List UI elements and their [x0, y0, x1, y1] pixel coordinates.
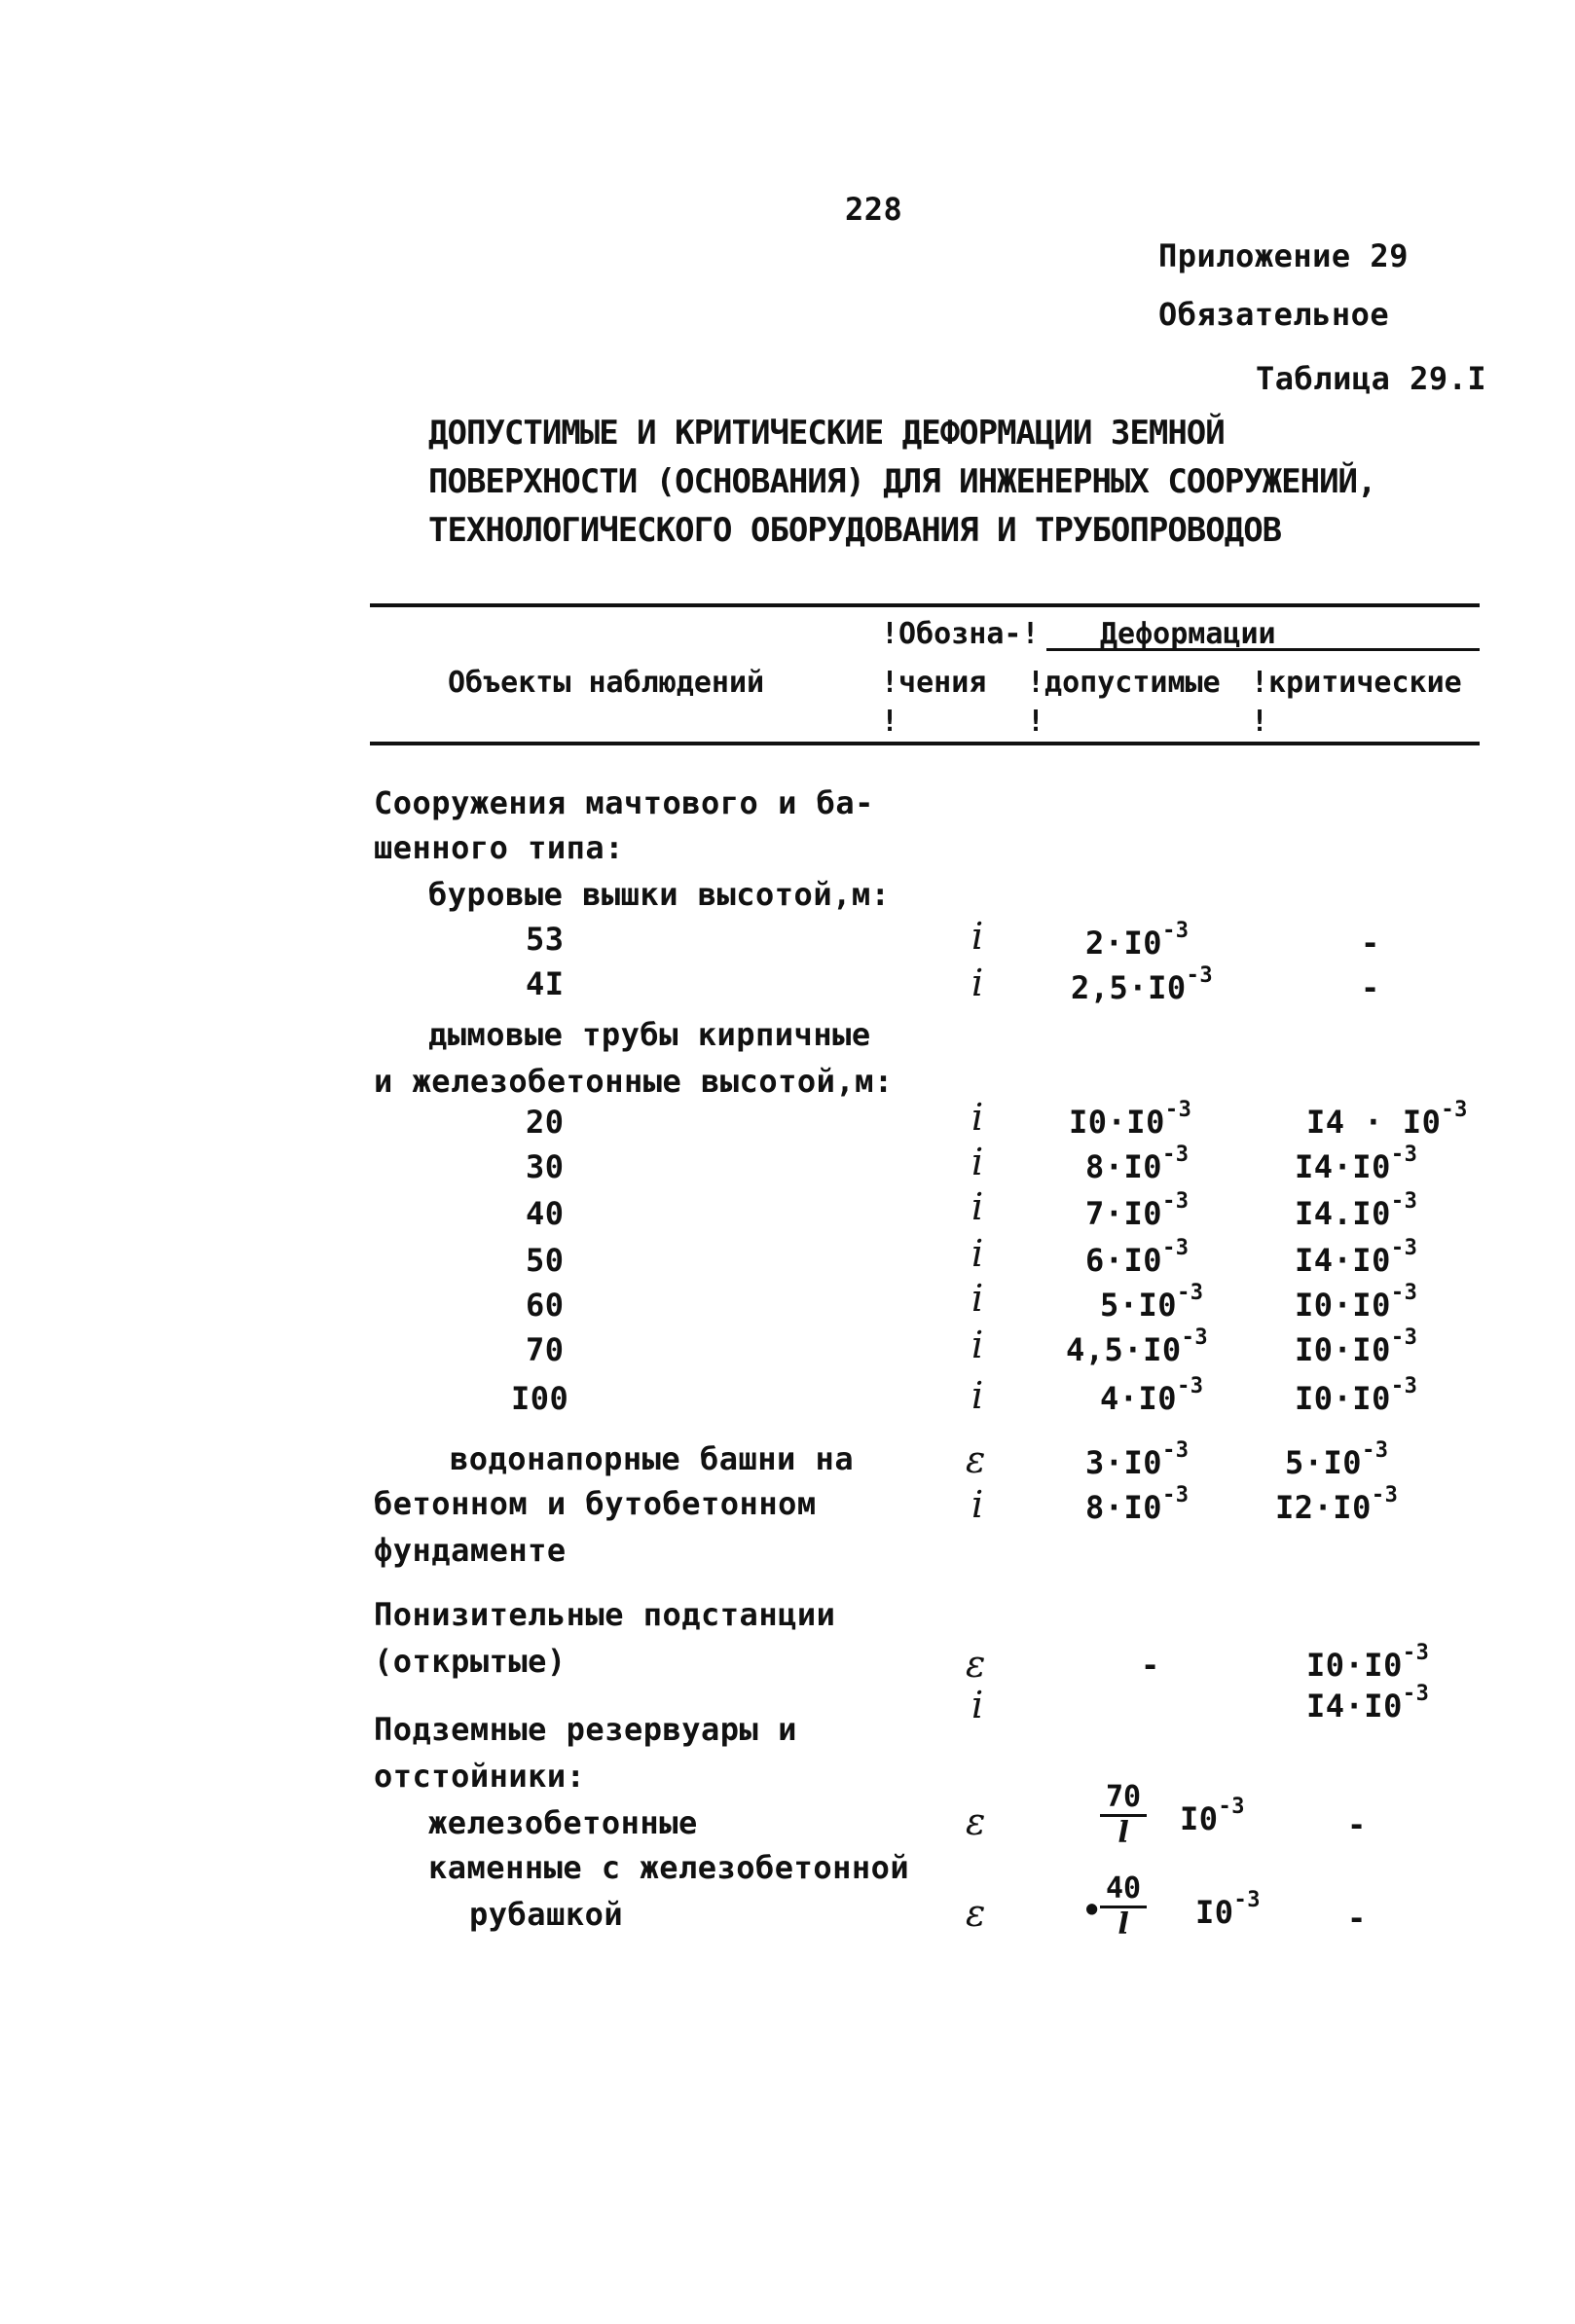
- symbol-cell: i: [971, 1096, 984, 1139]
- subsection-water-tower: водонапорные башни на: [450, 1440, 855, 1477]
- height-cell: I00: [511, 1380, 569, 1417]
- section-substation-cont: (открытые): [374, 1643, 567, 1680]
- symbol-cell: ε: [966, 1800, 986, 1843]
- allowable-tail: $I0^{-3}$: [1180, 1795, 1246, 1837]
- allowable-cell: $6\cdot I0^{-3}$: [1085, 1236, 1190, 1279]
- symbol-cell: i: [971, 962, 984, 1004]
- critical-cell: $I4\cdot I0^{-3}$: [1306, 1682, 1430, 1725]
- col-allowable-header: !допустимые: [1027, 666, 1221, 700]
- table-title: [428, 409, 1376, 555]
- symbol-cell: i: [971, 1324, 984, 1366]
- appendix-label: Приложение 29: [1158, 237, 1409, 274]
- section-reservoir: Подземные резервуары и: [374, 1711, 797, 1748]
- symbol-cell: i: [971, 1483, 984, 1526]
- fraction-numerator: 40: [1100, 1872, 1147, 1908]
- critical-cell: $I2\cdot I0^{-3}$: [1275, 1483, 1399, 1526]
- symbol-cell: i: [971, 1684, 984, 1726]
- subsection-chimney-cont: и железобетонные высотой,м:: [374, 1063, 894, 1100]
- allowable-cell: -: [1141, 1647, 1160, 1684]
- allowable-cell: $5\cdot I0^{-3}$: [1100, 1281, 1204, 1324]
- subsection-stone-cont: рубашкой: [469, 1896, 624, 1933]
- header-bottom-rule: [370, 742, 1480, 745]
- subsection-water-tower-cont: фундаменте: [374, 1532, 567, 1569]
- critical-cell: $I0\cdot I0^{-3}$: [1295, 1281, 1418, 1324]
- critical-cell: $I0\cdot I0^{-3}$: [1295, 1325, 1418, 1368]
- section-reservoir-cont: отстойники:: [374, 1758, 586, 1795]
- height-cell: 53: [526, 921, 565, 958]
- subsection-stone: каменные с железобетонной: [428, 1849, 910, 1886]
- critical-cell: $I4\cdot I0^{-3}$: [1295, 1236, 1418, 1279]
- section-mast: Сооружения мачтового и ба-: [374, 784, 874, 821]
- subsection-reinforced: железобетонные: [428, 1804, 698, 1841]
- col-separator: !: [1027, 705, 1045, 739]
- height-cell: 70: [526, 1331, 565, 1368]
- title-line: ПОВЕРХНОСТИ (ОСНОВАНИЯ) ДЛЯ ИНЖЕНЕРНЫХ СООРУЖЕНИЙ,: [428, 462, 1376, 501]
- allowable-cell: $7\cdot I0^{-3}$: [1085, 1189, 1190, 1232]
- col-separator: !: [881, 705, 899, 739]
- symbol-cell: ε: [966, 1643, 986, 1686]
- height-cell: 60: [526, 1287, 565, 1324]
- allowable-cell: $8\cdot I0^{-3}$: [1085, 1143, 1190, 1185]
- col-designation-header: !Обозна-!: [881, 617, 1040, 651]
- fraction-numerator: 70: [1100, 1781, 1147, 1817]
- height-cell: 40: [526, 1195, 565, 1232]
- allowable-fraction: [1100, 1781, 1147, 1850]
- symbol-cell: ε: [966, 1892, 986, 1935]
- height-cell: 50: [526, 1242, 565, 1279]
- critical-cell: $I0\cdot I0^{-3}$: [1306, 1641, 1430, 1684]
- critical-cell: $5\cdot I0^{-3}$: [1285, 1438, 1389, 1481]
- allowable-fraction: [1100, 1872, 1147, 1942]
- allowable-cell: $2,5\cdot I0^{-3}$: [1071, 963, 1214, 1006]
- allowable-cell: $4\cdot I0^{-3}$: [1100, 1374, 1204, 1417]
- header-top-rule: [370, 603, 1480, 607]
- fraction-denominator: l: [1117, 1816, 1129, 1850]
- subsection-water-tower-cont: бетонном и бутобетонном: [374, 1485, 817, 1522]
- critical-cell: $I4\cdot I0^{-3}$: [1295, 1143, 1418, 1185]
- critical-cell: -: [1347, 1806, 1367, 1843]
- allowable-tail: $I0^{-3}$: [1195, 1888, 1262, 1931]
- subsection-chimney: дымовые трубы кирпичные: [428, 1016, 871, 1053]
- allowable-cell: $8\cdot I0^{-3}$: [1085, 1483, 1190, 1526]
- height-cell: 4I: [526, 965, 565, 1002]
- symbol-cell: i: [971, 1232, 984, 1275]
- allowable-cell: $2\cdot I0^{-3}$: [1085, 919, 1190, 962]
- critical-cell: $I0\cdot I0^{-3}$: [1295, 1374, 1418, 1417]
- critical-cell: -: [1347, 1900, 1367, 1937]
- title-line: ДОПУСТИМЫЕ И КРИТИЧЕСКИЕ ДЕФОРМАЦИИ ЗЕМНОЙ: [428, 414, 1225, 453]
- fraction-denominator: l: [1117, 1907, 1129, 1942]
- title-line: ТЕХНОЛОГИЧЕСКОГО ОБОРУДОВАНИЯ И ТРУБОПРОВОДОВ: [428, 511, 1282, 550]
- section-mast-cont: шенного типа:: [374, 829, 624, 866]
- table-label: Таблица 29.I: [1256, 360, 1487, 397]
- height-cell: 20: [526, 1104, 565, 1141]
- critical-cell: -: [1361, 969, 1380, 1006]
- symbol-cell: ε: [966, 1438, 986, 1481]
- symbol-cell: i: [971, 1374, 984, 1417]
- subsection-drill: буровые вышки высотой,м:: [428, 876, 891, 913]
- page-number: 228: [845, 191, 903, 228]
- col-critical-header: !критические: [1251, 666, 1462, 700]
- bullet-mark: •: [1082, 1892, 1102, 1929]
- allowable-cell: $4,5\cdot I0^{-3}$: [1066, 1325, 1209, 1368]
- height-cell: 30: [526, 1148, 565, 1185]
- col-separator: !: [1251, 705, 1269, 739]
- critical-cell: $I4.I0^{-3}$: [1295, 1189, 1418, 1232]
- critical-cell: $I4 \cdot I0^{-3}$: [1306, 1098, 1468, 1141]
- allowable-cell: $3\cdot I0^{-3}$: [1085, 1438, 1190, 1481]
- deformations-header: Деформации: [1100, 617, 1276, 651]
- status-label: Обязательное: [1158, 296, 1390, 333]
- col-designation-header-2: !чения: [881, 666, 987, 700]
- allowable-cell: $I0\cdot I0^{-3}$: [1069, 1098, 1192, 1141]
- section-substation: Понизительные подстанции: [374, 1596, 836, 1633]
- symbol-cell: i: [971, 1185, 984, 1228]
- symbol-cell: i: [971, 915, 984, 958]
- symbol-cell: i: [971, 1277, 984, 1320]
- critical-cell: -: [1361, 925, 1380, 962]
- col-objects-header: Объекты наблюдений: [448, 666, 765, 700]
- symbol-cell: i: [971, 1141, 984, 1183]
